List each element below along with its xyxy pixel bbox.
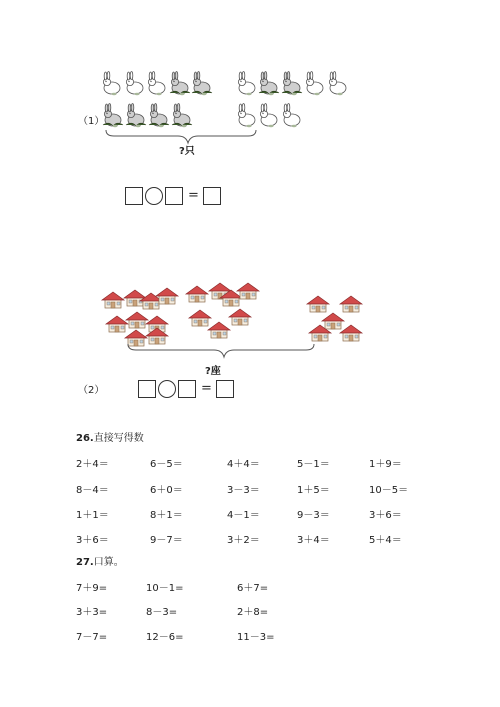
problem-27-item: 6＋7=	[237, 583, 269, 594]
question-2: ?座	[205, 366, 221, 377]
problem2-label: （2）	[78, 385, 105, 396]
problem-27-item: 2＋8=	[237, 607, 269, 618]
section-27-number: 27.	[76, 557, 94, 568]
problem-26-item: 6＋0＝	[150, 485, 183, 496]
problem-26-item: 4＋4＝	[227, 459, 260, 470]
problem-26-item: 2＋4＝	[76, 459, 109, 470]
problem-26-item: 9－3＝	[297, 510, 330, 521]
problem-26-item: 4－1＝	[227, 510, 260, 521]
equals-sign-1: =	[188, 188, 199, 203]
problem-27-item: 10－1=	[146, 583, 184, 594]
problem-26-item: 9－7＝	[150, 535, 183, 546]
problem-26-item: 8＋1＝	[150, 510, 183, 521]
equals-sign-2: =	[201, 381, 212, 396]
problem-26-item: 1＋1＝	[76, 510, 109, 521]
section-27-heading	[76, 557, 124, 569]
answer-box-2b[interactable]	[178, 380, 196, 398]
problem-27-item: 7＋9=	[76, 583, 108, 594]
problem-26-item: 1＋5＝	[297, 485, 330, 496]
question-1: ?只	[179, 146, 195, 157]
problem-26-item: 1＋9＝	[369, 459, 402, 470]
problem-26-item: 5＋4＝	[369, 535, 402, 546]
problem-26-item: 3＋4＝	[297, 535, 330, 546]
problem-27-item: 12－6=	[146, 632, 184, 643]
problem-26-item: 3＋2＝	[227, 535, 260, 546]
answer-box-2c[interactable]	[216, 380, 234, 398]
answer-box-2a[interactable]	[138, 380, 156, 398]
section-26-heading	[76, 433, 144, 445]
problem-26-item: 10－5＝	[369, 485, 409, 496]
section-26-title: 直接写得数	[93, 433, 144, 444]
problem-26-item: 3＋6＝	[369, 510, 402, 521]
problem-26-item: 8－4＝	[76, 485, 109, 496]
problem-26-item: 5－1＝	[297, 459, 330, 470]
section-26-number: 26.	[76, 433, 94, 444]
problem-27-item: 7－7=	[76, 632, 108, 643]
section-27-title: 口算。	[93, 557, 124, 568]
problem-26-item: 3－3＝	[227, 485, 260, 496]
operator-circle-2[interactable]	[158, 380, 176, 398]
problem-26-item: 3＋6＝	[76, 535, 109, 546]
problem-27-item: 3＋3=	[76, 607, 108, 618]
problem-26-item: 6－5＝	[150, 459, 183, 470]
problem-27-item: 8－3=	[146, 607, 178, 618]
problem1-label: （1）	[78, 116, 105, 127]
problem-27-item: 11－3=	[237, 632, 275, 643]
